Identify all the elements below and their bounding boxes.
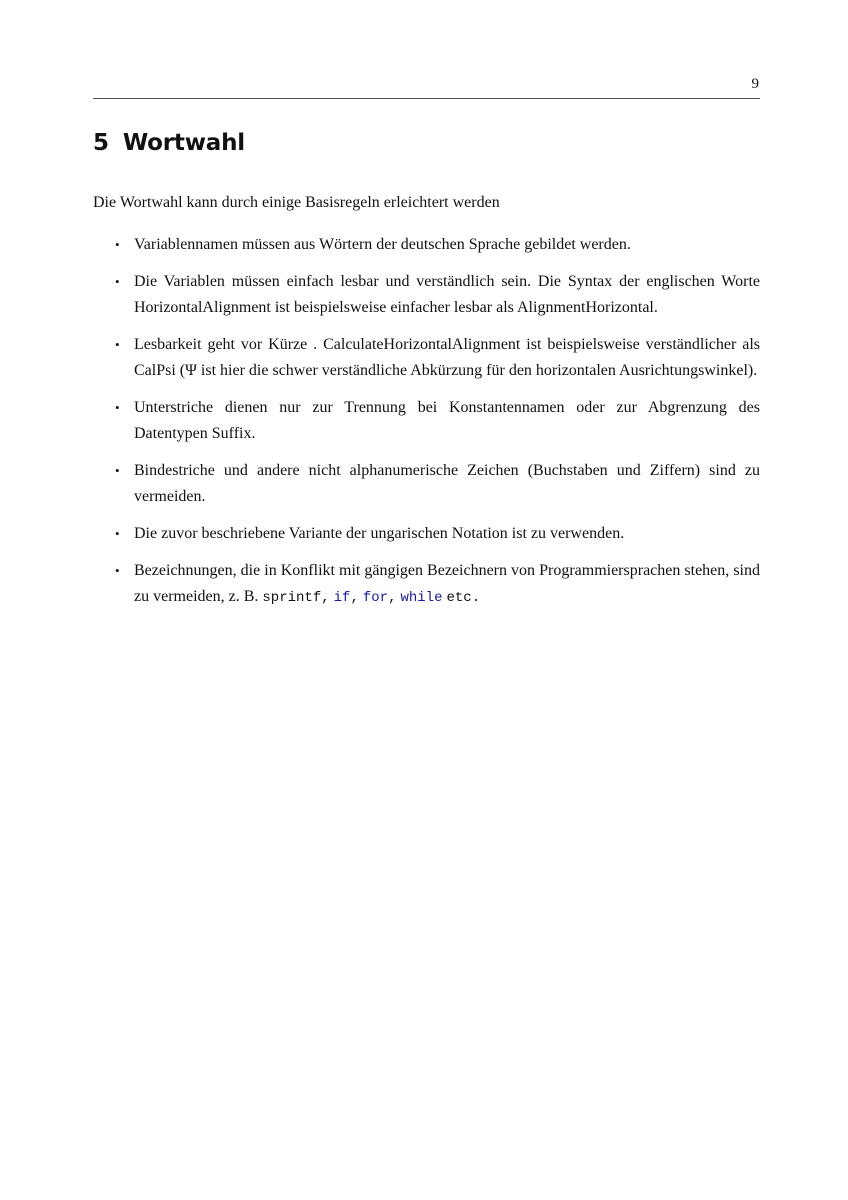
bullet-icon: • [115,400,120,415]
list-item [93,521,760,547]
section-heading [93,130,245,156]
page-number: 9 [751,76,759,92]
code-keyword-if: if [333,590,351,606]
code-separator: , [388,590,397,606]
code-keyword-for: for [362,590,389,606]
bullet-icon: • [115,337,120,352]
rules-list [93,232,760,622]
rule-text: Die Variablen müssen einfach lesbar und verständlich sein. Die Syntax der englischen Worte HorizontalAlignment ist beispielsweise einfacher lesbar als AlignmentHorizontal. [134,273,760,316]
rule-text: Unterstriche dienen nur zur Trennung bei Konstantennamen oder zur Abgrenzung des Datentypen Suffix. [134,399,760,442]
code-sprintf: sprintf [262,590,322,606]
list-item [93,332,760,384]
header-rule [93,98,760,99]
list-item [93,395,760,447]
list-item [93,269,760,321]
rule-text: Variablennamen müssen aus Wörtern der deutschen Sprache gebildet werden. [134,236,631,253]
rule-text: Bezeichnungen, die in Konflikt mit gängigen Bezeichnern von Programmiersprachen stehen, sind zu vermeiden, z. B. [134,562,760,605]
rule-text: Lesbarkeit geht vor Kürze . CalculateHorizontalAlignment ist beispielsweise verständlicher als CalPsi (Ψ ist hier die schwer verständliche Abkürzung für den horizontalen Ausrichtungswinkel). [134,336,760,379]
code-etc: etc. [446,590,481,606]
bullet-icon: • [115,463,120,478]
list-item [93,232,760,258]
bullet-icon: • [115,237,120,252]
code-separator: , [321,590,330,606]
rule-text: Bindestriche und andere nicht alphanumerische Zeichen (Buchstaben und Ziffern) sind zu vermeiden. [134,462,760,505]
bullet-icon: • [115,563,120,578]
list-item [93,558,760,611]
bullet-icon: • [115,526,120,541]
section-title: Wortwahl [122,130,245,156]
rule-text: Die zuvor beschriebene Variante der ungarischen Notation ist zu verwenden. [134,525,625,542]
bullet-icon: • [115,274,120,289]
code-keyword-while: while [400,590,443,606]
intro-paragraph: Die Wortwahl kann durch einige Basisregeln erleichtert werden [93,194,500,211]
code-separator: , [350,590,359,606]
list-item [93,458,760,510]
section-number: 5 [93,130,109,156]
